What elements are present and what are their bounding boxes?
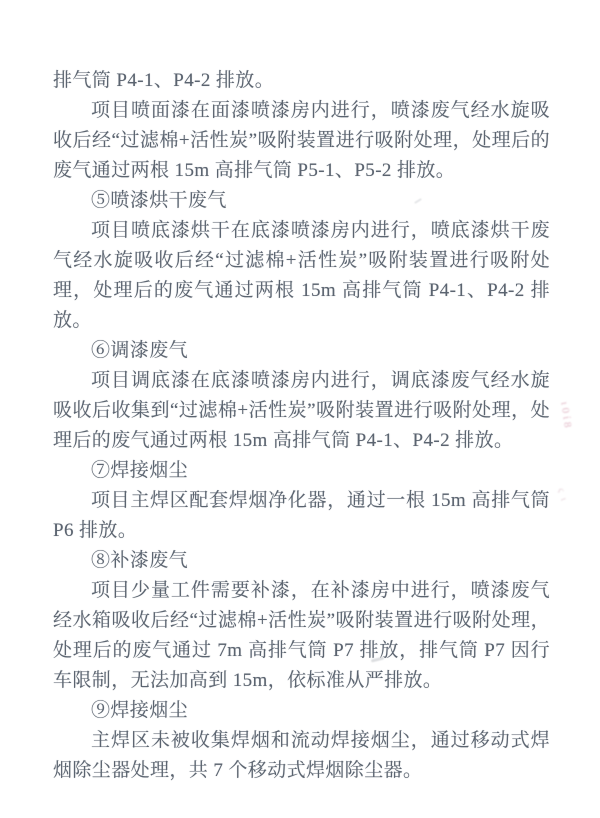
paragraph: 主焊区未被收集焊烟和流动焊接烟尘，通过移动式焊烟除尘器处理，共 7 个移动式焊烟除尘器。 (53, 730, 550, 781)
section-heading: ⑤喷漆烘干废气 (91, 190, 227, 211)
margin-ink-bleed-mark: ι0ί8 (558, 401, 575, 432)
paragraph: 项目调底漆在底漆喷漆房内进行，调底漆废气经水旋吸收后收集到“过滤棉+活性炭”吸附装置进行吸附处理，处理后的废气通过两根 15m 高排气筒 P4-1、P4-2 排放。 (53, 370, 550, 451)
margin-ink-bleed-mark: ϛ ι (556, 487, 570, 504)
paragraph: 排气筒 P4-1、P4-2 排放。 (53, 70, 275, 91)
section-heading: ⑥调漆废气 (91, 340, 189, 361)
document-body (53, 66, 550, 786)
section-heading: ⑨焊接烟尘 (91, 700, 189, 721)
paragraph: 项目喷底漆烘干在底漆喷漆房内进行，喷底漆烘干废气经水旋吸收后经“过滤棉+活性炭”吸附装置进行吸附处理，处理后的废气通过两根 15m 高排气筒 P4-1、P4-2 排放。 (53, 220, 550, 331)
paragraph: 项目少量工件需要补漆，在补漆房中进行，喷漆废气经水箱吸收后经“过滤棉+活性炭”吸附装置进行吸附处理，处理后的废气通过 7m 高排气筒 P7 排放，排气筒 P7 因行车限制，无法加高到 15m，依标准从严排放。 (53, 580, 550, 691)
section-heading: ⑧补漆废气 (91, 550, 189, 571)
paragraph: 项目喷面漆在面漆喷漆房内进行，喷漆废气经水旋吸收后经“过滤棉+活性炭”吸附装置进行吸附处理，处理后的废气通过两根 15m 高排气筒 P5-1、P5-2 排放。 (53, 100, 550, 181)
paragraph: 项目主焊区配套焊烟净化器，通过一根 15m 高排气筒 P6 排放。 (53, 490, 550, 541)
section-heading: ⑦焊接烟尘 (91, 460, 189, 481)
